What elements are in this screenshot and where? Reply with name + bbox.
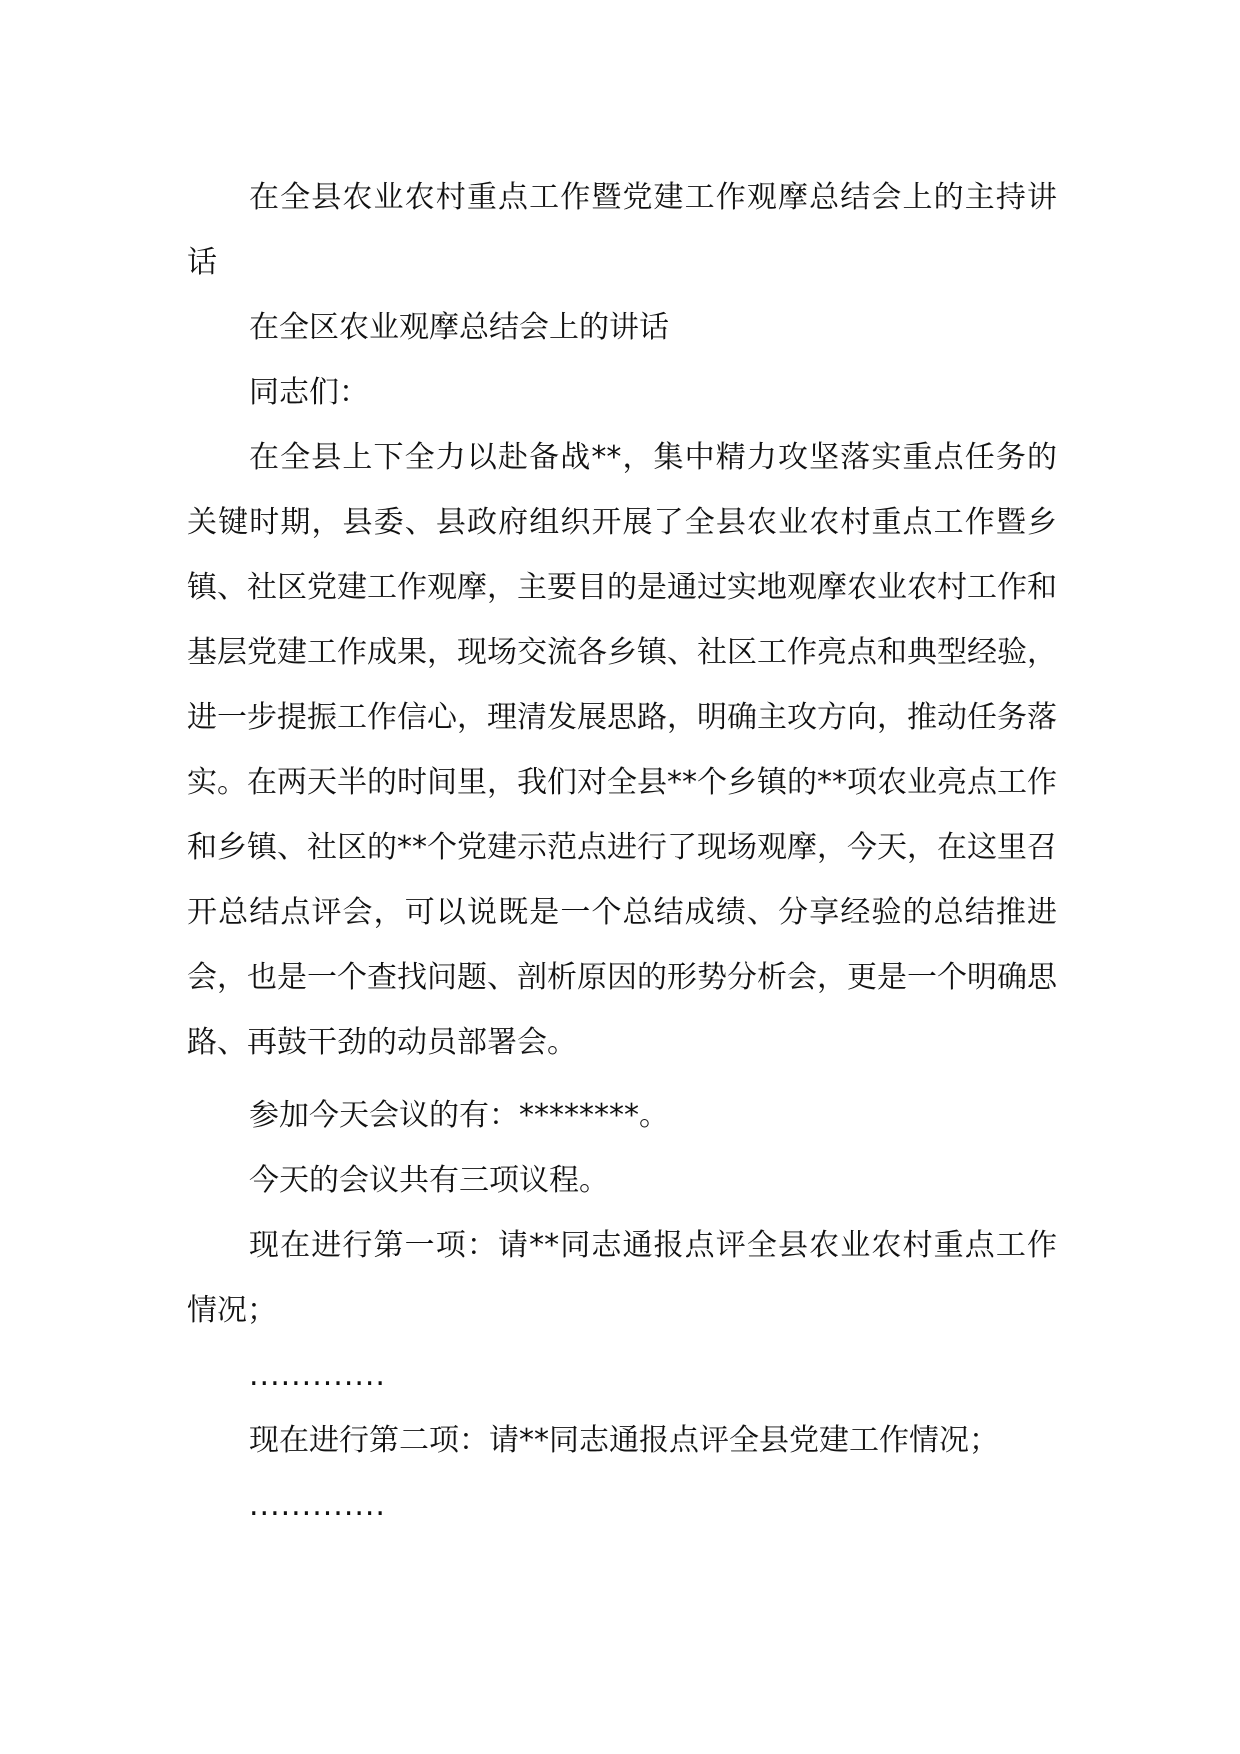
agenda-item-two: 现在进行第二项：请**同志通报点评全县党建工作情况； — [249, 1423, 999, 1458]
document-body — [187, 165, 1057, 1538]
ellipsis-one: ............. — [249, 1358, 386, 1393]
agenda-item-one: 现在进行第一项：请**同志通报点评全县农业农村重点工作情况； — [187, 1228, 1057, 1328]
document-title: 在全县农业农村重点工作暨党建工作观摩总结会上的主持讲话 — [187, 180, 1057, 280]
document-subtitle: 在全区农业观摩总结会上的讲话 — [249, 310, 669, 345]
agenda-intro: 今天的会议共有三项议程。 — [249, 1163, 609, 1198]
greeting: 同志们： — [249, 375, 369, 410]
paragraph-intro: 在全县上下全力以赴备战**，集中精力攻坚落实重点任务的关键时期，县委、县政府组织开展了全县农业农村重点工作暨乡镇、社区党建工作观摩，主要目的是通过实地观摩农业农村工作和基层党建工作成果，现场交流各乡镇、社区工作亮点和典型经验，进一步提振工作信心，理清发展思路，明确主攻方向，推动任务落实。在两天半的时间里，我们对全县**个乡镇的**项农业亮点工作和乡镇、社区的**个党建示范点进行了现场观摩，今天，在这里召开总结点评会，可以说既是一个总结成绩、分享经验的总结推进会，也是一个查找问题、剖析原因的形势分析会，更是一个明确思路、再鼓干劲的动员部署会。 — [187, 440, 1057, 1060]
ellipsis-two: ............. — [249, 1488, 386, 1523]
attendees-line: 参加今天会议的有：********。 — [249, 1098, 669, 1133]
